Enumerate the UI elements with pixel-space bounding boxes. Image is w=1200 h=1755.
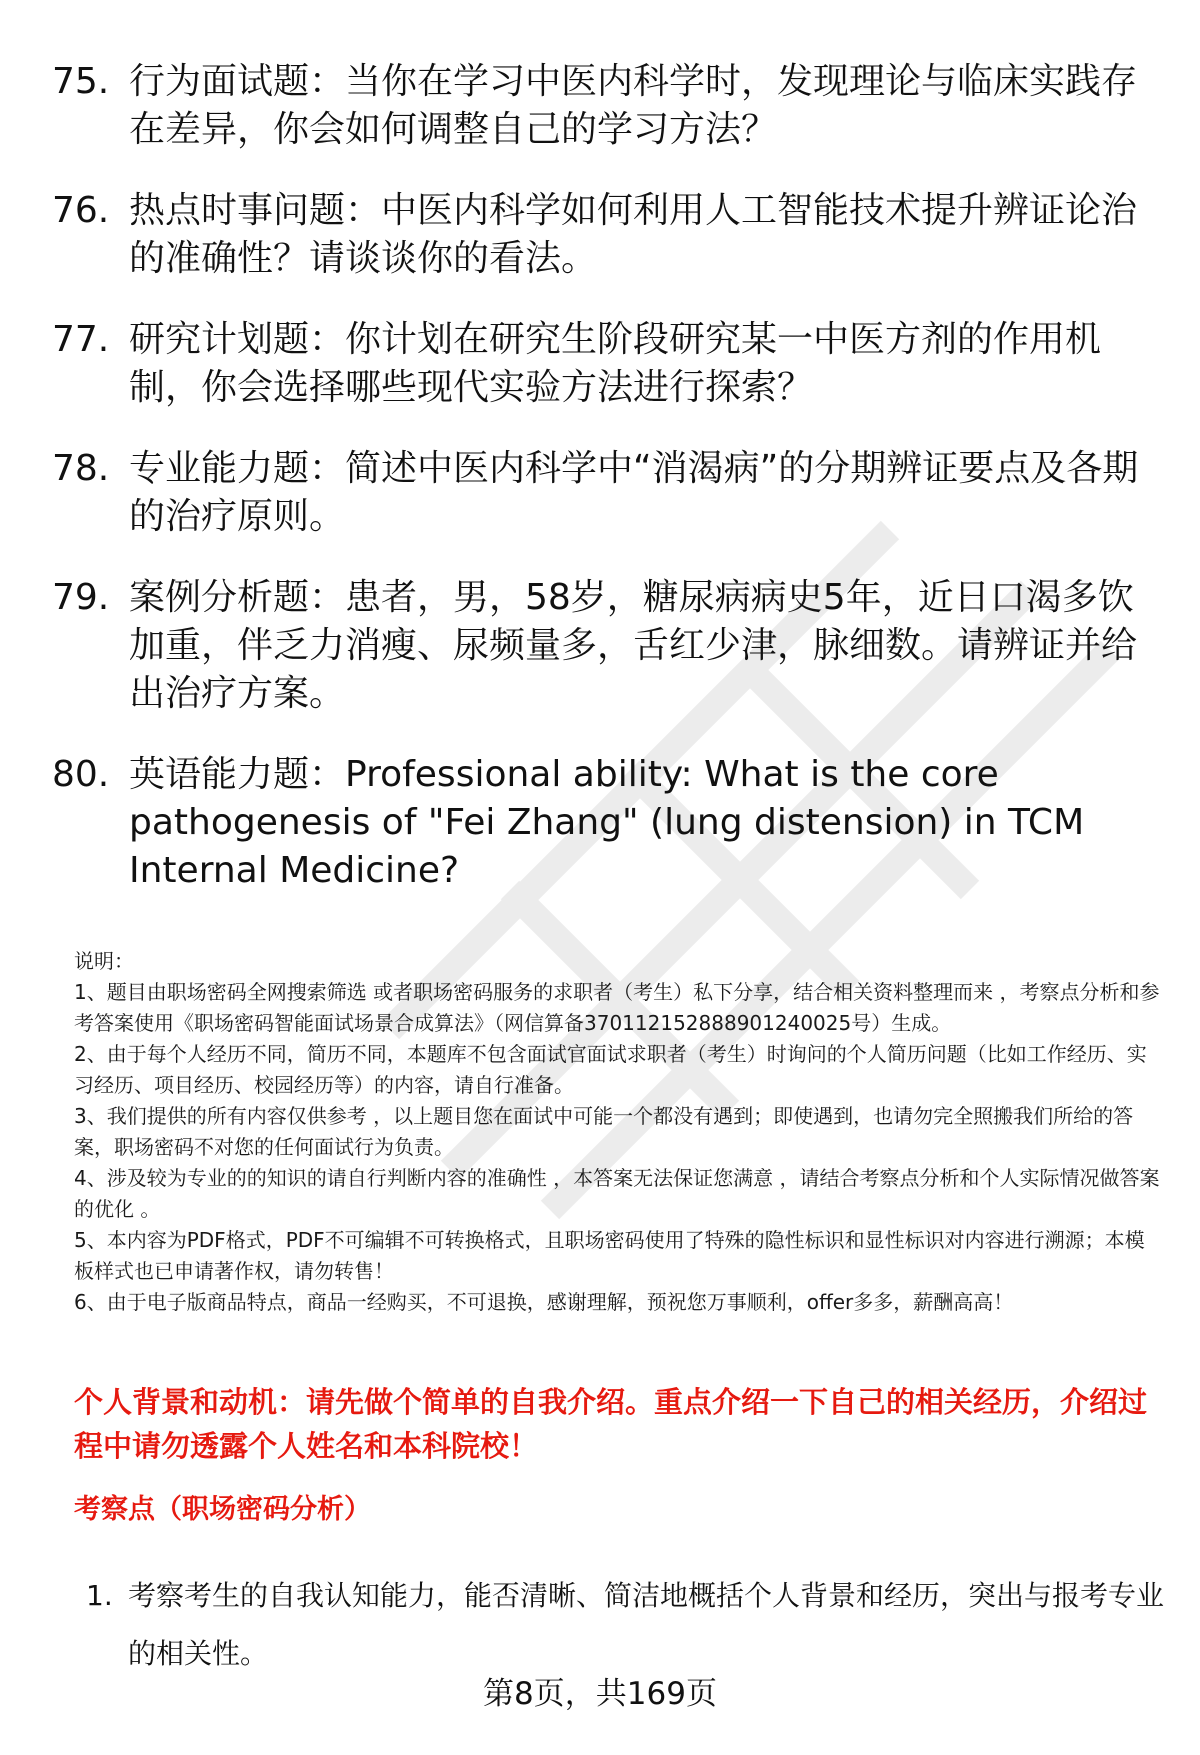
analysis-heading: 考察点（职场密码分析） (74, 1494, 371, 1525)
question-number: 80. (52, 754, 110, 795)
question-item (52, 187, 1142, 283)
question-item (52, 58, 1142, 154)
question-item (52, 316, 1142, 412)
point-number: 1. (86, 1579, 113, 1612)
note-item: 1、题目由职场密码全网搜索筛选 或者职场密码服务的求职者（考生）私下分享，结合相关资料整理而来 ，考察点分析和参考答案使用《职场密码智能面试场景合成算法》（网信算备370112152888901240025号）生成。 (74, 980, 1160, 1035)
note-item: 3、我们提供的所有内容仅供参考 ，以上题目您在面试中可能一个都没有遇到；即使遇到，也请勿完全照搬我们所给的答案，职场密码不对您的任何面试行为负责。 (74, 1104, 1134, 1159)
note-item: 5、本内容为PDF格式，PDF不可编辑不可转换格式，且职场密码使用了特殊的隐性标识和显性标识对内容进行溯源；本模板样式也已申请著作权，请勿转售！ (74, 1228, 1145, 1283)
point-text: 考察考生的自我认知能力，能否清晰、简洁地概括个人背景和经历，突出与报考专业的相关性。 (128, 1579, 1165, 1670)
notes-section (74, 946, 1164, 1318)
question-text: 行为面试题：当你在学习中医内科学时，发现理论与临床实践存在差异，你会如何调整自己的学习方法？ (129, 61, 1138, 150)
question-item (52, 445, 1142, 541)
question-text: 研究计划题：你计划在研究生阶段研究某一中医方剂的作用机制，你会选择哪些现代实验方法进行探索？ (129, 319, 1102, 408)
question-text: 专业能力题：简述中医内科学中“消渴病”的分期辨证要点及各期的治疗原则。 (129, 448, 1139, 537)
note-item: 4、涉及较为专业的的知识的请自行判断内容的准确性 ，本答案无法保证您满意 ，请结合考察点分析和个人实际情况做答案的优化 。 (74, 1166, 1160, 1221)
question-item (52, 751, 1142, 895)
highlighted-question: 个人背景和动机：请先做个简单的自我介绍。重点介绍一下自己的相关经历，介绍过程中请勿透露个人姓名和本科院校！ (74, 1385, 1148, 1463)
question-number: 79. (52, 577, 110, 618)
question-list (52, 58, 1142, 928)
question-item (52, 574, 1142, 718)
question-number: 75. (52, 61, 110, 102)
analysis-point (86, 1567, 1166, 1683)
note-item: 6、由于电子版商品特点，商品一经购买，不可退换，感谢理解，预祝您万事顺利，offer多多，薪酬高高！ (74, 1290, 1014, 1314)
question-text: 英语能力题：Professional ability: What is the core pathogenesis of "Fei Zhang" (lung distension) in TCM Internal Medicine? (129, 754, 1085, 891)
question-number: 78. (52, 448, 110, 489)
question-number: 77. (52, 319, 110, 360)
note-item: 2、由于每个人经历不同，简历不同，本题库不包含面试官面试求职者（考生）时询问的个人简历问题（比如工作经历、实习经历、项目经历、校园经历等）的内容，请自行准备。 (74, 1042, 1147, 1097)
notes-title: 说明： (74, 949, 134, 973)
page-footer: 第8页，共169页 (483, 1676, 717, 1712)
question-text: 热点时事问题：中医内科学如何利用人工智能技术提升辨证论治的准确性？请谈谈你的看法。 (129, 190, 1138, 279)
question-text: 案例分析题：患者，男，58岁，糖尿病病史5年，近日口渴多饮加重，伴乏力消瘦、尿频量多，舌红少津，脉细数。请辨证并给出治疗方案。 (129, 577, 1138, 714)
question-number: 76. (52, 190, 110, 231)
